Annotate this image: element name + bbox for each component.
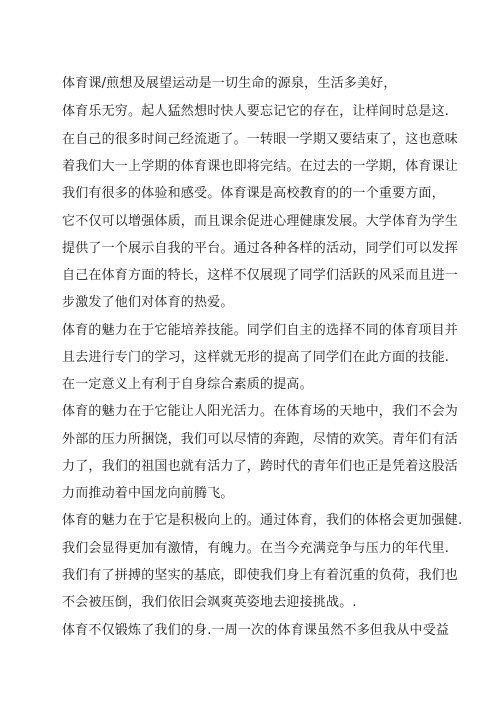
text-line: 体育的魅力在于它能培养技能。同学们自主的选择不同的体育项目并 [62,323,459,338]
text-line: 步激发了他们对体育的热爱。 [62,295,234,310]
text-line: 着我们大一上学期的体育课也即将完结。在过去的一学期，体育课让 [62,159,459,174]
text-line: 在一定意义上有利于自身综合素质的提高。 [62,377,313,392]
text-line: 力了，我们的祖国也就有活力了，跨时代的青年们也正是凭着这股活 [62,459,459,474]
text-line: 体育乐无穷。起人猛然想时快人要忘记它的存在，让样间时总是这. [62,104,450,119]
text-line: 体育的魅力在于它是积极向上的。通过体育，我们的体格会更加强健. [62,513,463,528]
text-line: 提供了一个展示自我的平台。通过各种各样的活动，同学们可以发挥 [62,241,459,256]
text-line: 我们会显得更加有激情，有魄力。在当今充满竞争与压力的年代里. [62,541,450,556]
text-line: 力而推动着中国龙向前腾飞。 [62,486,234,501]
text-line: 体育课/煎想及展望运动是一切生命的源泉，生活多美好， [62,76,397,91]
text-line: 外部的压力所捆饶，我们可以尽情的奔跑，尽情的欢笑。青年们有活 [62,432,459,447]
text-line: 我们有很多的体验和感受。体育课是高校教育的的一个重要方面， [62,186,445,201]
text-line: 体育的魅力在于它能让人阳光活力。在体育场的天地中，我们不会为 [62,404,459,419]
text-line: 在自己的很多时间己经流逝了。一转眼一学期又要结束了，这也意味 [62,132,459,147]
text-line: 体育不仅锻炼了我们的身.一周一次的体育课虽然不多但我从中受益 [62,623,450,638]
text-line: 它不仅可以增强体质，而且课余促进心理健康发展。大学体育为学生 [62,214,459,229]
text-line: 我们有了拼搏的坚实的基底，即使我们身上有着沉重的负荷，我们也 [62,568,459,583]
text-line: 自己在体育方面的特长，这样不仅展现了同学们活跃的风采而且进一 [62,268,459,283]
text-line: 且去进行专门的学习，这样就无形的提高了同学们在此方面的技能. [62,350,450,365]
text-line: 不会被压倒，我们依旧会飒爽英姿地去迎接挑战。. [62,595,357,610]
